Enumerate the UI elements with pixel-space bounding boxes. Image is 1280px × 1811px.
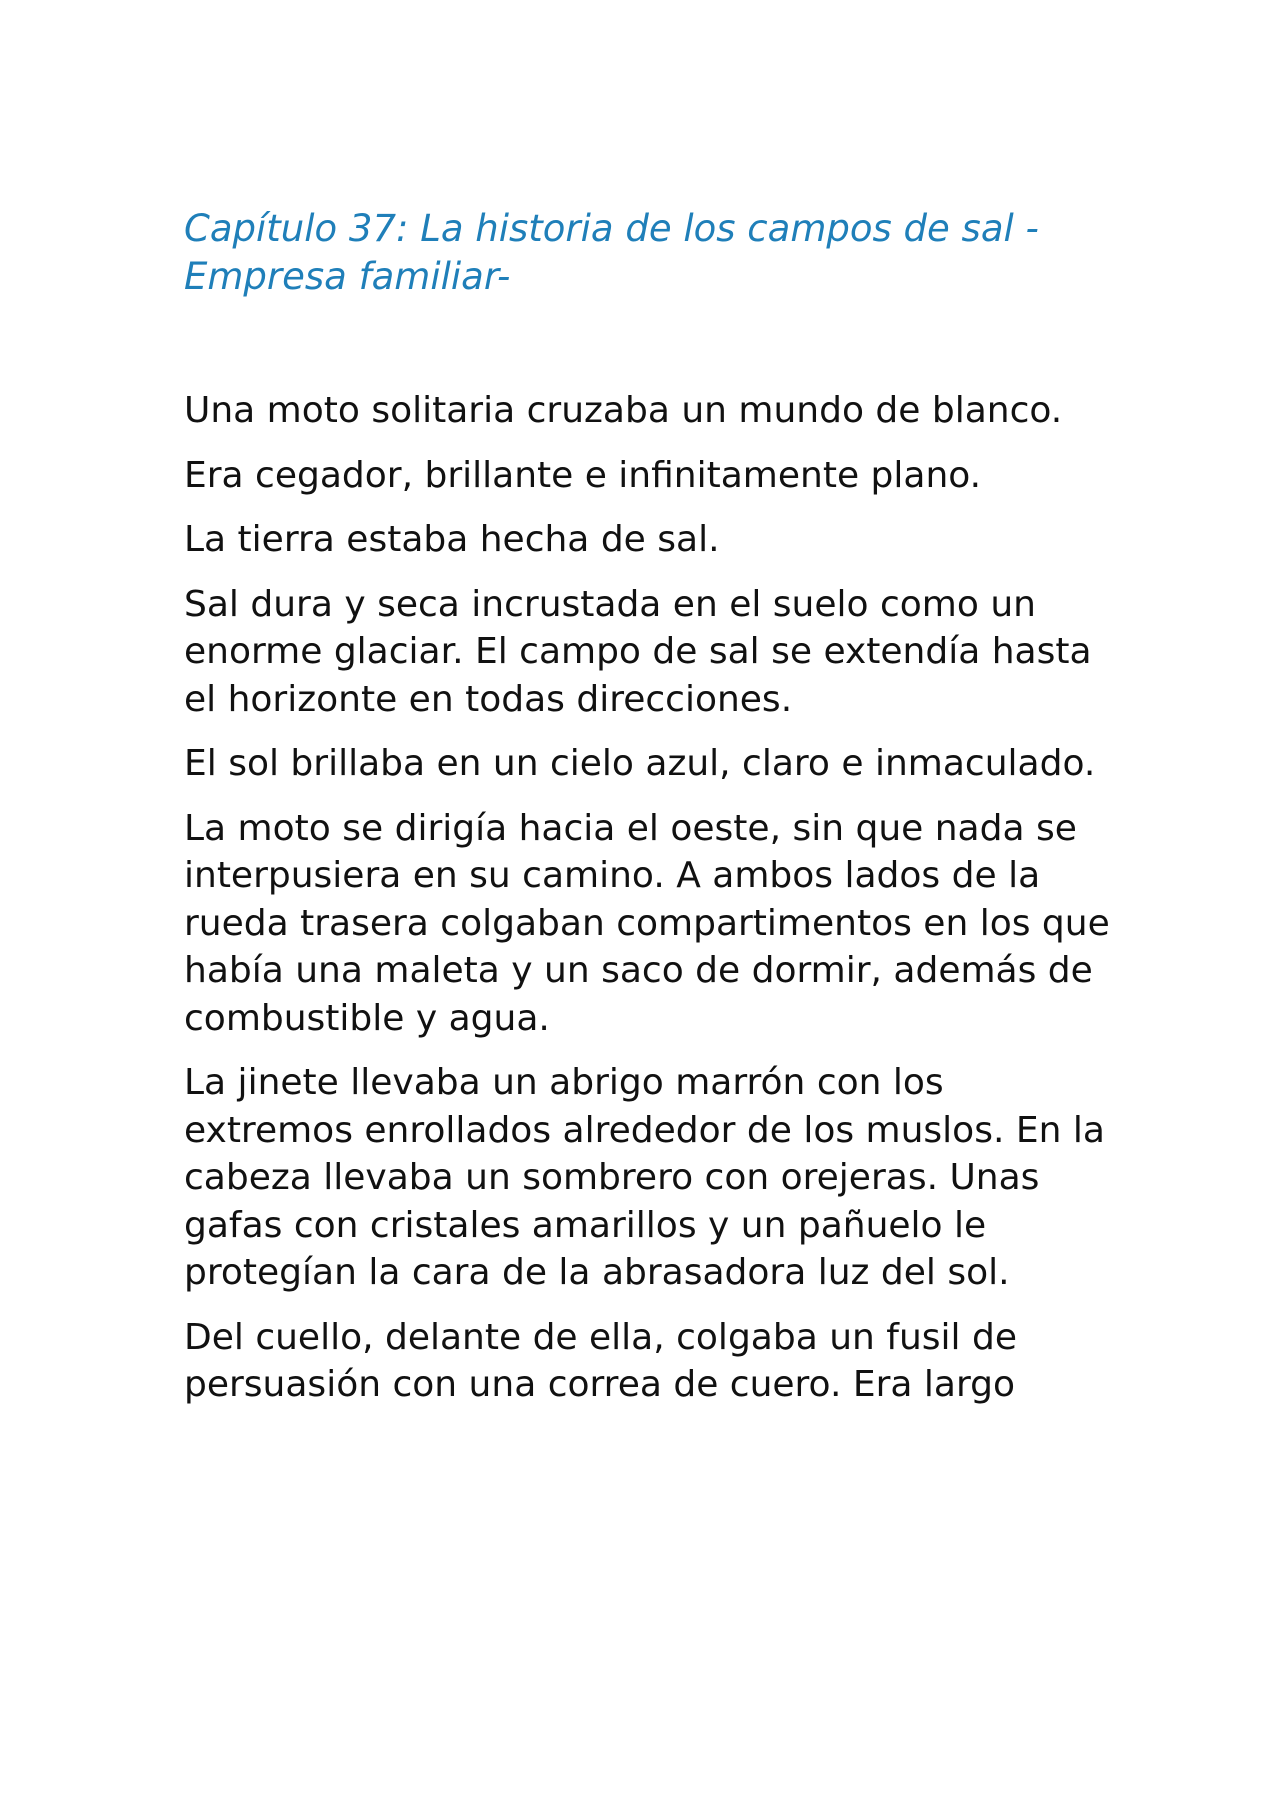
document-page <box>184 205 1124 1426</box>
paragraph: Del cuello, delante de ella, colgaba un fusil de persuasión con una correa de cuero. Era largo <box>184 1316 1017 1405</box>
chapter-body <box>184 387 1124 1409</box>
paragraph: Era cegador, brillante e infinitamente plano. <box>184 454 982 496</box>
paragraph: Sal dura y seca incrustada en el suelo como un enorme glaciar. El campo de sal se extendía hasta el horizonte en todas direcciones. <box>184 583 1092 720</box>
paragraph: La jinete llevaba un abrigo marrón con los extremos enrollados alrededor de los muslos. En la cabeza llevaba un sombrero con orejeras. Unas gafas con cristales amarillos y un pañuelo le protegían la cara de la abrasadora luz del sol. <box>184 1062 1105 1293</box>
paragraph: La tierra estaba hecha de sal. <box>184 519 720 560</box>
paragraph: La moto se dirigía hacia el oeste, sin que nada se interpusiera en su camino. A ambos lados de la rueda trasera colgaban compartimentos en los que había una maleta y un saco de dormir, además de combustible y agua. <box>184 807 1110 1039</box>
paragraph: El sol brillaba en un cielo azul, claro e inmaculado. <box>184 743 1096 784</box>
chapter-title: Capítulo 37: La historia de los campos de sal -Empresa familiar- <box>184 207 1039 298</box>
paragraph: Una moto solitaria cruzaba un mundo de blanco. <box>184 390 1063 431</box>
